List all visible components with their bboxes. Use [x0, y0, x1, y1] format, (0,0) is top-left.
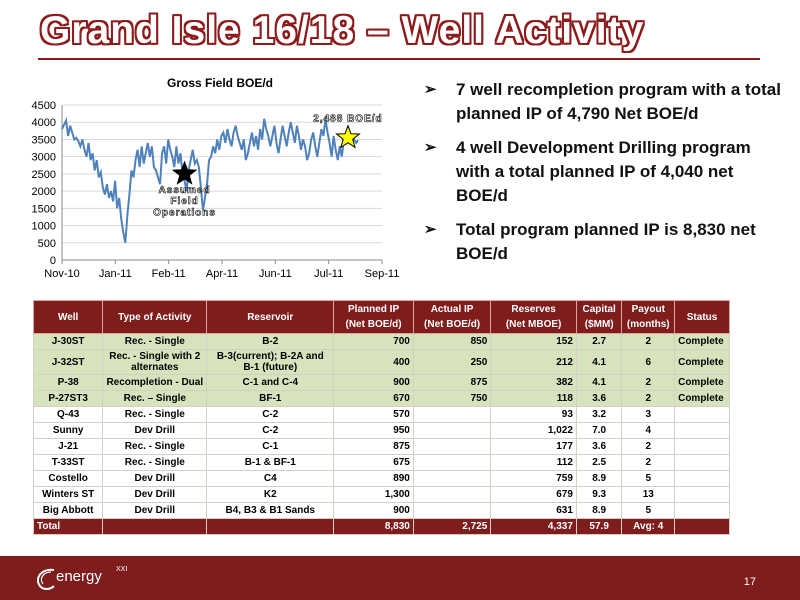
row-payout: 2 — [622, 375, 675, 391]
x-tick-label: Apr-11 — [205, 268, 239, 280]
row-reserves: 118 — [491, 391, 577, 407]
x-tick-label: Jan-11 — [98, 268, 132, 280]
row-actual-ip — [413, 423, 490, 439]
logo-swoosh-icon — [34, 566, 58, 592]
row-actual-ip — [413, 439, 490, 455]
row-well: Winters ST — [34, 487, 103, 503]
row-actual-ip: 850 — [413, 334, 490, 350]
table-row — [34, 350, 730, 375]
row-planned-ip: 400 — [334, 350, 414, 375]
footer-bar — [0, 556, 800, 600]
y-tick-label: 2000 — [31, 186, 56, 199]
row-planned-ip: 900 — [334, 503, 414, 519]
row-activity: Recompletion - Dual — [103, 375, 207, 391]
total-label: Total — [34, 519, 103, 535]
row-reservoir: C4 — [207, 471, 334, 487]
chart-x-axis — [44, 260, 399, 280]
row-planned-ip: 700 — [334, 334, 414, 350]
row-activity: Rec. - Single — [103, 334, 207, 350]
chart-annotation: 2,488 BOE/d — [313, 113, 383, 125]
row-reserves: 382 — [491, 375, 577, 391]
y-tick-label: 0 — [49, 255, 56, 267]
bullet-item — [424, 136, 784, 208]
row-activity: Dev Drill — [103, 471, 207, 487]
row-reservoir: C-2 — [207, 423, 334, 439]
row-actual-ip — [413, 503, 490, 519]
table-row — [34, 487, 730, 503]
row-reserves: 679 — [491, 487, 577, 503]
bullet-text: Total program planned IP is 8,830 net BOE/d — [456, 220, 756, 263]
row-status — [675, 487, 730, 503]
row-well: Sunny — [34, 423, 103, 439]
y-tick-label: 4500 — [31, 100, 56, 112]
table-row — [34, 439, 730, 455]
chart-annotation: Assumed — [158, 184, 211, 196]
row-capital: 3.2 — [576, 407, 622, 423]
row-status — [675, 407, 730, 423]
row-status — [675, 423, 730, 439]
y-tick-label: 4000 — [31, 117, 56, 130]
row-reservoir: B-1 & BF-1 — [207, 455, 334, 471]
row-capital: 2.7 — [576, 334, 622, 350]
row-payout: 2 — [622, 334, 675, 350]
row-capital: 8.9 — [576, 503, 622, 519]
row-payout: 13 — [622, 487, 675, 503]
row-actual-ip — [413, 407, 490, 423]
chart-title: Gross Field BOE/d — [166, 76, 274, 90]
header-reservoir: Reservoir — [207, 301, 334, 334]
table-row — [34, 334, 730, 350]
row-well: Q-43 — [34, 407, 103, 423]
row-well: P-38 — [34, 375, 103, 391]
logo-superscript: XXI — [116, 566, 128, 573]
row-actual-ip: 250 — [413, 350, 490, 375]
row-capital: 7.0 — [576, 423, 622, 439]
row-reservoir: B4, B3 & B1 Sands — [207, 503, 334, 519]
arrow-bullet-icon: ➢ — [424, 221, 437, 238]
row-capital: 3.6 — [576, 391, 622, 407]
row-planned-ip: 570 — [334, 407, 414, 423]
row-activity: Rec. - Single — [103, 455, 207, 471]
table-row — [34, 407, 730, 423]
row-activity: Dev Drill — [103, 503, 207, 519]
row-well: J-21 — [34, 439, 103, 455]
row-capital: 4.1 — [576, 350, 622, 375]
x-tick-label: Nov-10 — [44, 268, 80, 280]
table-row — [34, 503, 730, 519]
header-planned-ip: Planned IP (Net BOE/d) — [334, 301, 414, 334]
row-payout: 4 — [622, 423, 675, 439]
row-reservoir: B-2 — [207, 334, 334, 350]
row-status — [675, 503, 730, 519]
row-status: Complete — [675, 375, 730, 391]
series-line — [62, 119, 358, 243]
row-actual-ip: 875 — [413, 375, 490, 391]
row-actual-ip — [413, 455, 490, 471]
well-activity-table — [33, 300, 730, 535]
row-payout: 5 — [622, 471, 675, 487]
row-status: Complete — [675, 334, 730, 350]
row-well: J-32ST — [34, 350, 103, 375]
table-row — [34, 423, 730, 439]
row-status: Complete — [675, 350, 730, 375]
chart-y-axis — [32, 100, 62, 267]
row-reservoir: B-3(current); B-2A and B-1 (future) — [207, 350, 334, 375]
row-capital: 2.5 — [576, 455, 622, 471]
header-payout: Payout (months) — [622, 301, 675, 334]
row-planned-ip: 900 — [334, 375, 414, 391]
header-status: Status — [675, 301, 730, 334]
row-status: Complete — [675, 391, 730, 407]
energy-xxi-logo — [34, 566, 144, 592]
row-well: T-33ST — [34, 455, 103, 471]
row-activity: Rec. - Single — [103, 439, 207, 455]
row-reserves: 1,022 — [491, 423, 577, 439]
row-activity: Dev Drill — [103, 423, 207, 439]
row-payout: 2 — [622, 439, 675, 455]
header-reserves: Reserves (Net MBOE) — [491, 301, 577, 334]
row-actual-ip — [413, 471, 490, 487]
row-well: P-27ST3 — [34, 391, 103, 407]
row-status — [675, 471, 730, 487]
y-tick-label: 3000 — [31, 151, 56, 164]
row-capital: 8.9 — [576, 471, 622, 487]
row-well: J-30ST — [34, 334, 103, 350]
table-row — [34, 455, 730, 471]
total-reservoir — [207, 519, 334, 535]
x-tick-label: Feb-11 — [151, 268, 186, 280]
total-planned-ip: 8,830 — [334, 519, 414, 535]
row-planned-ip: 670 — [334, 391, 414, 407]
row-planned-ip: 890 — [334, 471, 414, 487]
total-capital: 57.9 — [576, 519, 622, 535]
row-payout: 2 — [622, 391, 675, 407]
row-activity: Rec. - Single — [103, 407, 207, 423]
total-activity — [103, 519, 207, 535]
row-payout: 5 — [622, 503, 675, 519]
row-reserves: 631 — [491, 503, 577, 519]
row-reservoir: K2 — [207, 487, 334, 503]
header-activity: Type of Activity — [103, 301, 207, 334]
row-activity: Dev Drill — [103, 487, 207, 503]
row-well: Costello — [34, 471, 103, 487]
total-payout: Avg: 4 — [622, 519, 675, 535]
row-capital: 3.6 — [576, 439, 622, 455]
bullet-text: 7 well recompletion program with a total planned IP of 4,790 Net BOE/d — [456, 80, 781, 123]
total-actual-ip: 2,725 — [413, 519, 490, 535]
y-tick-label: 3500 — [31, 134, 56, 147]
page-number: 17 — [743, 576, 756, 588]
row-reserves: 93 — [491, 407, 577, 423]
table-row — [34, 471, 730, 487]
row-reserves: 212 — [491, 350, 577, 375]
row-reserves: 177 — [491, 439, 577, 455]
arrow-bullet-icon: ➢ — [424, 139, 437, 156]
row-capital: 4.1 — [576, 375, 622, 391]
row-activity: Rec. - Single with 2 alternates — [103, 350, 207, 375]
row-reserves: 112 — [491, 455, 577, 471]
row-planned-ip: 1,300 — [334, 487, 414, 503]
x-tick-label: Sep-11 — [364, 268, 400, 280]
table-row — [34, 375, 730, 391]
chart-annotation: Field — [170, 196, 199, 208]
gross-field-chart — [0, 60, 415, 285]
chart-annotation: Operations — [153, 207, 216, 219]
total-status — [675, 519, 730, 535]
row-planned-ip: 950 — [334, 423, 414, 439]
y-tick-label: 1000 — [31, 220, 56, 233]
table-header-row — [34, 301, 730, 334]
row-planned-ip: 675 — [334, 455, 414, 471]
row-reserves: 759 — [491, 471, 577, 487]
row-status — [675, 455, 730, 471]
row-reservoir: C-2 — [207, 407, 334, 423]
chart-gridlines — [62, 105, 382, 260]
logo-text: energy — [56, 568, 102, 585]
row-actual-ip: 750 — [413, 391, 490, 407]
row-activity: Rec. – Single — [103, 391, 207, 407]
row-capital: 9.3 — [576, 487, 622, 503]
table-total-row — [34, 519, 730, 535]
slide-title: Grand Isle 16/18 – Well Activity — [40, 9, 645, 52]
arrow-bullet-icon: ➢ — [424, 81, 437, 98]
bullet-item — [424, 78, 784, 126]
row-status — [675, 439, 730, 455]
total-reserves: 4,337 — [491, 519, 577, 535]
row-payout: 2 — [622, 455, 675, 471]
row-payout: 6 — [622, 350, 675, 375]
row-reservoir: C-1 — [207, 439, 334, 455]
row-actual-ip — [413, 487, 490, 503]
row-payout: 3 — [622, 407, 675, 423]
y-tick-label: 500 — [37, 237, 56, 250]
y-tick-label: 2500 — [31, 168, 56, 181]
row-reservoir: C-1 and C-4 — [207, 375, 334, 391]
header-actual-ip: Actual IP (Net BOE/d) — [413, 301, 490, 334]
x-tick-label: Jun-11 — [258, 268, 292, 280]
row-planned-ip: 875 — [334, 439, 414, 455]
bullet-list — [424, 78, 784, 276]
bullet-text: 4 well Development Drilling program with a total planned IP of 4,040 net BOE/d — [456, 138, 751, 205]
bullet-item — [424, 218, 784, 266]
header-well: Well — [34, 301, 103, 334]
header-capital: Capital ($MM) — [576, 301, 622, 334]
table-row — [34, 391, 730, 407]
row-reserves: 152 — [491, 334, 577, 350]
row-reservoir: BF-1 — [207, 391, 334, 407]
y-tick-label: 1500 — [31, 203, 56, 216]
x-tick-label: Jul-11 — [314, 268, 344, 280]
row-well: Big Abbott — [34, 503, 103, 519]
